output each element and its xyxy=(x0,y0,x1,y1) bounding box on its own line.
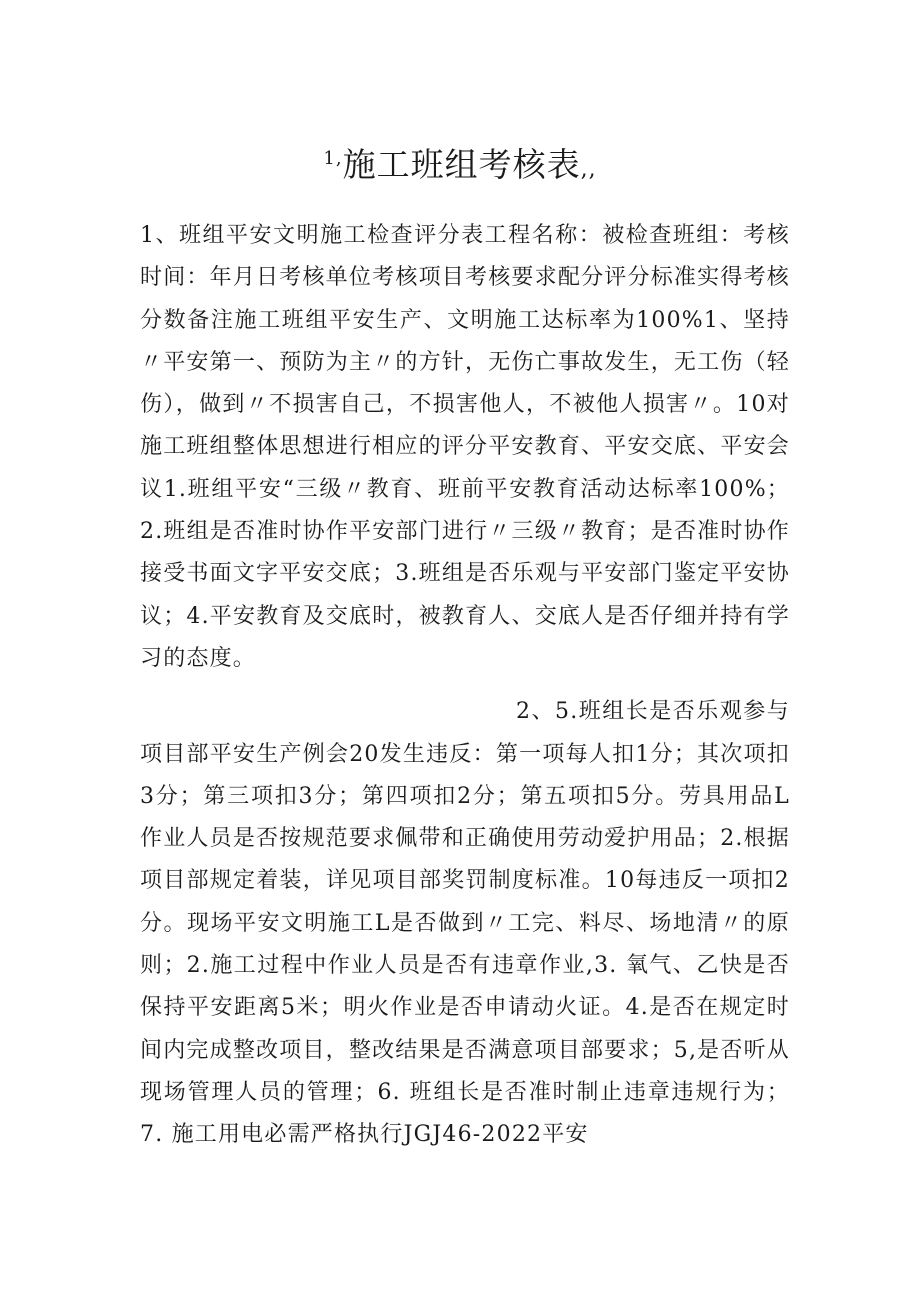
paragraph-1: 1、班组平安文明施工检查评分表工程名称：被检查班组：考核时间：年月日考核单位考核项目考核要求配分评分标准实得考核分数备注施工班组平安生产、文明施工达标率为100%1、坚持〃平安第一、预防为主〃的方针，无伤亡事故发生，无工伤（轻伤），做到〃不损害自己，不损害他人，不被他人损害〃。10对施工班组整体思想进行相应的评分平安教育、平安交底、平安会议1.班组平安“三级〃教育、班前平安教育活动达标率100%；2.班组是否准时协作平安部门进行〃三级〃教育；是否准时协作接受书面文字平安交底；3.班组是否乐观与平安部门鉴定平安协议；4.平安教育及交底时，被教育人、交底人是否仔细并持有学习的态度。 xyxy=(140,223,790,671)
title-suffix: ,, xyxy=(580,157,597,182)
title-text: 施工班组考核表 xyxy=(342,145,581,184)
page-title xyxy=(0,136,920,193)
paragraph-2: 2、5.班组长是否乐观参与项目部平安生产例会20发生违反：第一项每人扣1分；其次项扣3分；第三项扣3分；第四项扣2分；第五项扣5分。劳具用品L作业人员是否按规范要求佩带和正确使用劳动爱护用品；2.根据项目部规定着装，详见项目部奖罚制度标准。10每违反一项扣2分。现场平安文明施工L是否做到〃工完、料尽、场地清〃的原则；2.施工过程中作业人员是否有违章作业,3. 氧气、乙快是否保持平安距离5米；明火作业是否申请动火证。4.是否在规定时间内完成整改项目，整改结果是否满意项目部要求；5,是否听从现场管理人员的管理；6. 班组长是否准时制止违章违规行为；7. 施工用电必需严格执行JGJ46-2022平安 xyxy=(140,699,790,1148)
document-body xyxy=(140,215,790,1168)
title-prefix: 1, xyxy=(323,148,343,169)
